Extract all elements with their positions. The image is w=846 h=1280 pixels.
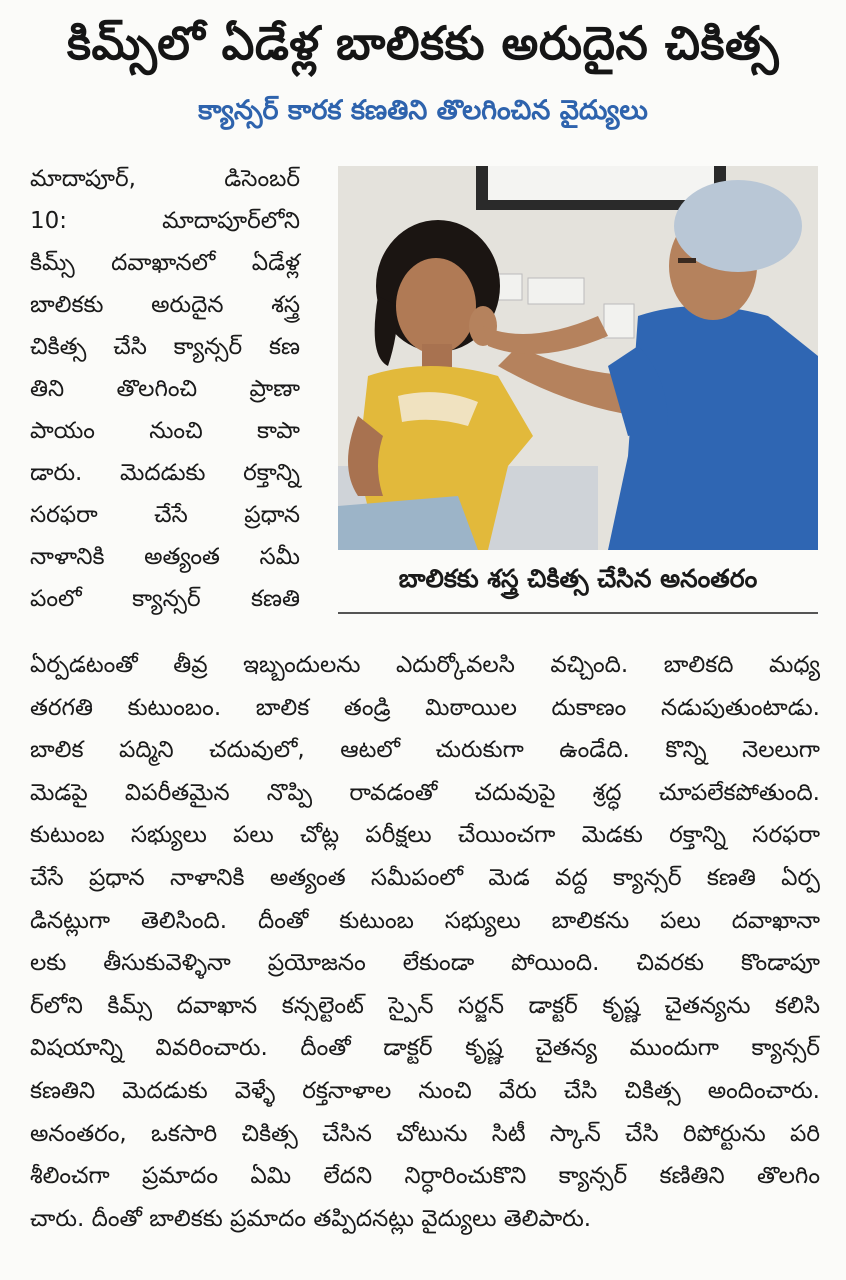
subheadline: క్యాన్సర్ కారక కణతిని తొలగించిన వైద్యులు [198,95,648,126]
body-line: విషయాన్ని వివరించారు. దీంతో డాక్టర్ కృష్ణ చైతన్య ముందుగా క్యాన్సర్ [30,1035,820,1062]
column-line: సరఫరా చేసే ప్రధాన [30,502,300,528]
column-line: నాళానికి అత్యంత సమీ [30,544,300,570]
column-line: పాయం నుంచి కాపా [30,418,300,444]
column-line: డారు. మెదడుకు రక్తాన్ని [30,460,300,486]
column-line: పంలో క్యాన్సర్ కణతి [30,586,300,612]
column-line: చికిత్స చేసి క్యాన్సర్ కణ [30,334,300,360]
column-line: తిని తొలగించి ప్రాణా [30,376,300,402]
body-line: డినట్లుగా తెలిసింది. దీంతో కుటుంబ సభ్యులు బాలికను పలు దవాఖానా [30,907,820,934]
body-line: చారు. దీంతో బాలికకు ప్రమాదం తప్పిదనట్లు వైద్యులు తెలిపారు. [30,1205,592,1232]
column-line: కిమ్స్ దవాఖానలో ఏడేళ్ల [30,250,300,276]
news-photo [338,166,818,550]
body-line: బాలిక పద్మిని చదువులో, ఆటలో చురుకుగా ఉండేది. కొన్ని నెలలుగా [30,737,820,764]
body-line: కణతిని మెదడుకు వెళ్ళే రక్తనాళాల నుంచి వేరు చేసి చికిత్స అందించారు. [30,1077,820,1104]
lead-column [30,158,300,620]
caption-divider [338,612,818,614]
column-line: 10: మాదాపూర్‌లోని [30,208,300,234]
headline: కిమ్స్‌లో ఏడేళ్ల బాలికకు అరుదైన చికిత్స [66,16,780,70]
body-line: ర్‌లోని కిమ్స్ దవాఖాన కన్సల్టెంట్ స్పైన్ సర్జన్ డాక్టర్ కృష్ణ చైతన్యను కలిసి [30,992,820,1019]
body-line: లకు తీసుకువెళ్ళినా ప్రయోజనం లేకుండా పోయింది. చివరకు కొండాపూ [30,950,820,977]
body-line: చేసే ప్రధాన నాళానికి అత్యంత సమీపంలో మెడ వద్ద క్యాన్సర్ కణతి ఏర్ప [30,864,820,891]
photo-caption: బాలికకు శస్త్ర చికిత్స చేసిన అనంతరం [398,564,758,593]
body-line: ఏర్పడటంతో తీవ్ర ఇబ్బందులను ఎదుర్కోవలసి వచ్చింది. బాలికది మధ్య [30,652,820,678]
body-line: శీలించగా ప్రమాదం ఏమి లేదని నిర్ధారించుకొని క్యాన్సర్ కణితిని తొలగిం [30,1163,820,1190]
body-line: కుటుంబ సభ్యులు పలు చోట్ల పరీక్షలు చేయించగా మెడకు రక్తాన్ని సరఫరా [30,822,820,849]
photo-illustration [338,166,818,550]
article-body [30,644,820,1240]
column-line: బాలికకు అరుదైన శస్త్ర [30,292,300,318]
body-line: మెడపై విపరీతమైన నొప్పి రావడంతో చదువుపై శ్రద్ధ చూపలేకపోతుంది. [30,779,820,806]
column-line: మాదాపూర్, డిసెంబర్ [30,166,300,192]
body-line: తరగతి కుటుంబం. బాలిక తండ్రి మిఠాయిల దుకాణం నడుపుతుంటాడు. [30,694,820,721]
body-line: అనంతరం, ఒకసారి చికిత్స చేసిన చోటును సిటీ స్కాన్ చేసి రిపోర్టును పరి [30,1120,820,1147]
